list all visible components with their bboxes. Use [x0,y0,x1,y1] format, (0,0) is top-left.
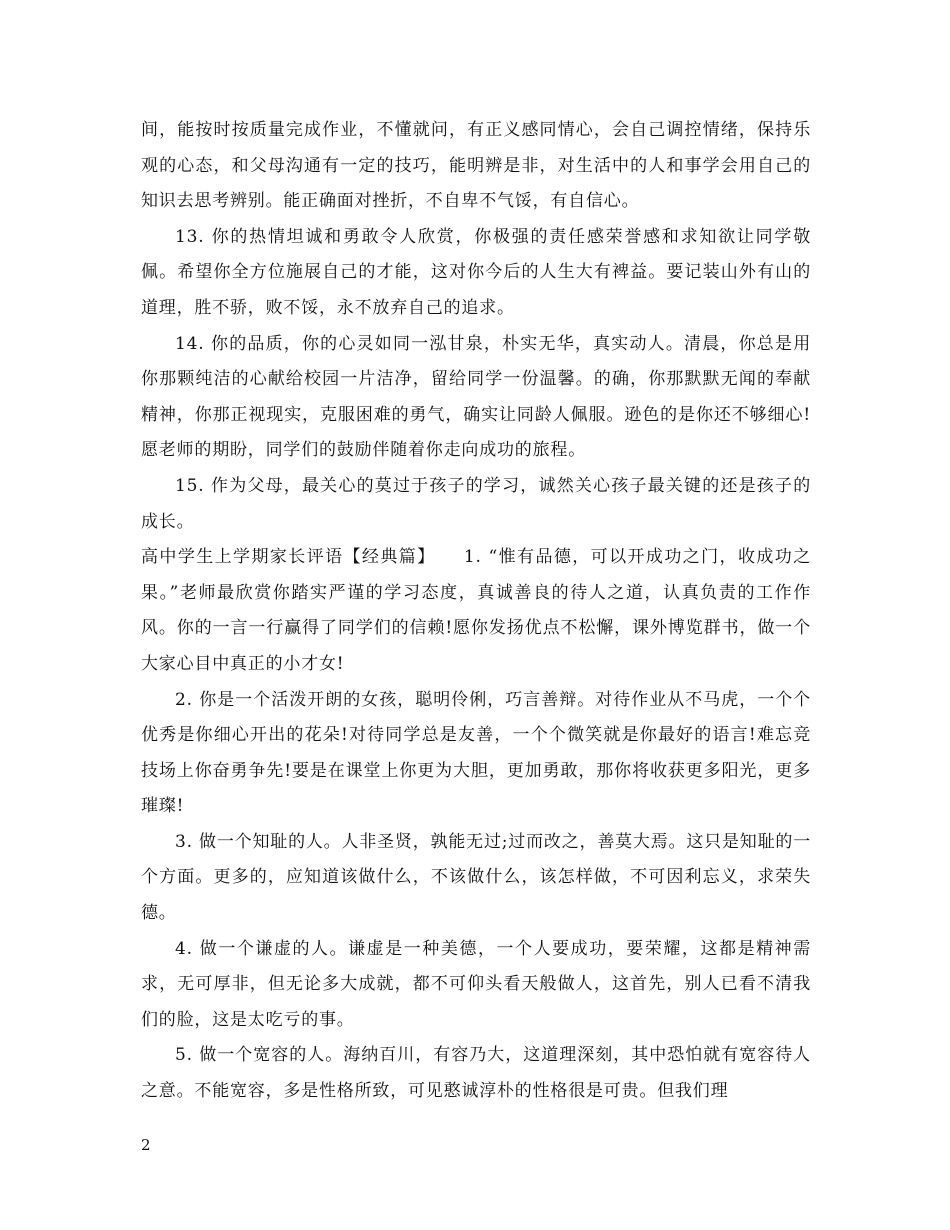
page-number: 2 [141,1136,151,1154]
paragraph-item-13: 13. 你的热情坦诚和勇敢令人欣赏，你极强的责任感荣誉感和求知欲让同学敬佩。希望你全方位施展自己的才能，这对你今后的人生大有裨益。要记装山外有山的道理，胜不骄，败不馁，永不放弃自己的追求。 [141,226,811,318]
document-body [141,113,811,1110]
section-heading-paragraph: 高中学生上学期家长评语【经典篇】 1. “惟有品德，可以开成功之门，收成功之果。”老师最欣赏你踏实严谨的学习态度，真诚善良的待人之道，认真负责的工作作风。你的一言一行赢得了同学们的信赖!愿你发扬优点不松懈，课外博览群书，做一个大家心目中真正的小才女! [141,547,811,674]
paragraph-item-15: 15. 作为父母，最关心的莫过于孩子的学习，诚然关心孩子最关键的还是孩子的成长。 [141,475,811,532]
paragraph-item-3: 3. 做一个知耻的人。人非圣贤，孰能无过;过而改之，善莫大焉。这只是知耻的一个方面。更多的，应知道该做什么，不该做什么，该怎样做，不可因利忘义，求荣失德。 [141,831,811,924]
paragraph-item-2: 2. 你是一个活泼开朗的女孩，聪明伶俐，巧言善辩。对待作业从不马虎，一个个优秀是你细心开出的花朵!对待同学总是友善，一个个微笑就是你最好的语言!难忘竞技场上你奋勇争先!要是在课堂上你更为大胆，更加勇敢，那你将收获更多阳光，更多璀璨! [141,689,811,817]
paragraph-continuation: 间，能按时按质量完成作业，不懂就问，有正义感同情心，会自己调控情绪，保持乐观的心态，和父母沟通有一定的技巧，能明辨是非，对生活中的人和事学会用自己的知识去思考辨别。能正确面对挫折，不自卑不气馁，有自信心。 [141,120,811,212]
paragraph-item-5: 5. 做一个宽容的人。海纳百川，有容乃大，这道理深刻，其中恐怕就有宽容待人之意。不能宽容，多是性格所致，可见憨诚淳朴的性格很是可贵。但我们理 [141,1045,811,1102]
paragraph-item-14: 14. 你的品质，你的心灵如同一泓甘泉，朴实无华，真实动人。清晨，你总是用你那颗纯洁的心献给校园一片洁净，留给同学一份温馨。的确，你那默默无闻的奉献精神，你那正视现实，克服困难的勇气，确实让同龄人佩服。逊色的是你还不够细心!愿老师的期盼，同学们的鼓励伴随着你走向成功的旅程。 [141,333,811,461]
paragraph-item-4: 4. 做一个谦虚的人。谦虚是一种美德，一个人要成功，要荣耀，这都是精神需求，无可厚非，但无论多大成就，都不可仰头看天般做人，这首先，别人已看不清我们的脸，这是太吃亏的事。 [141,938,811,1030]
